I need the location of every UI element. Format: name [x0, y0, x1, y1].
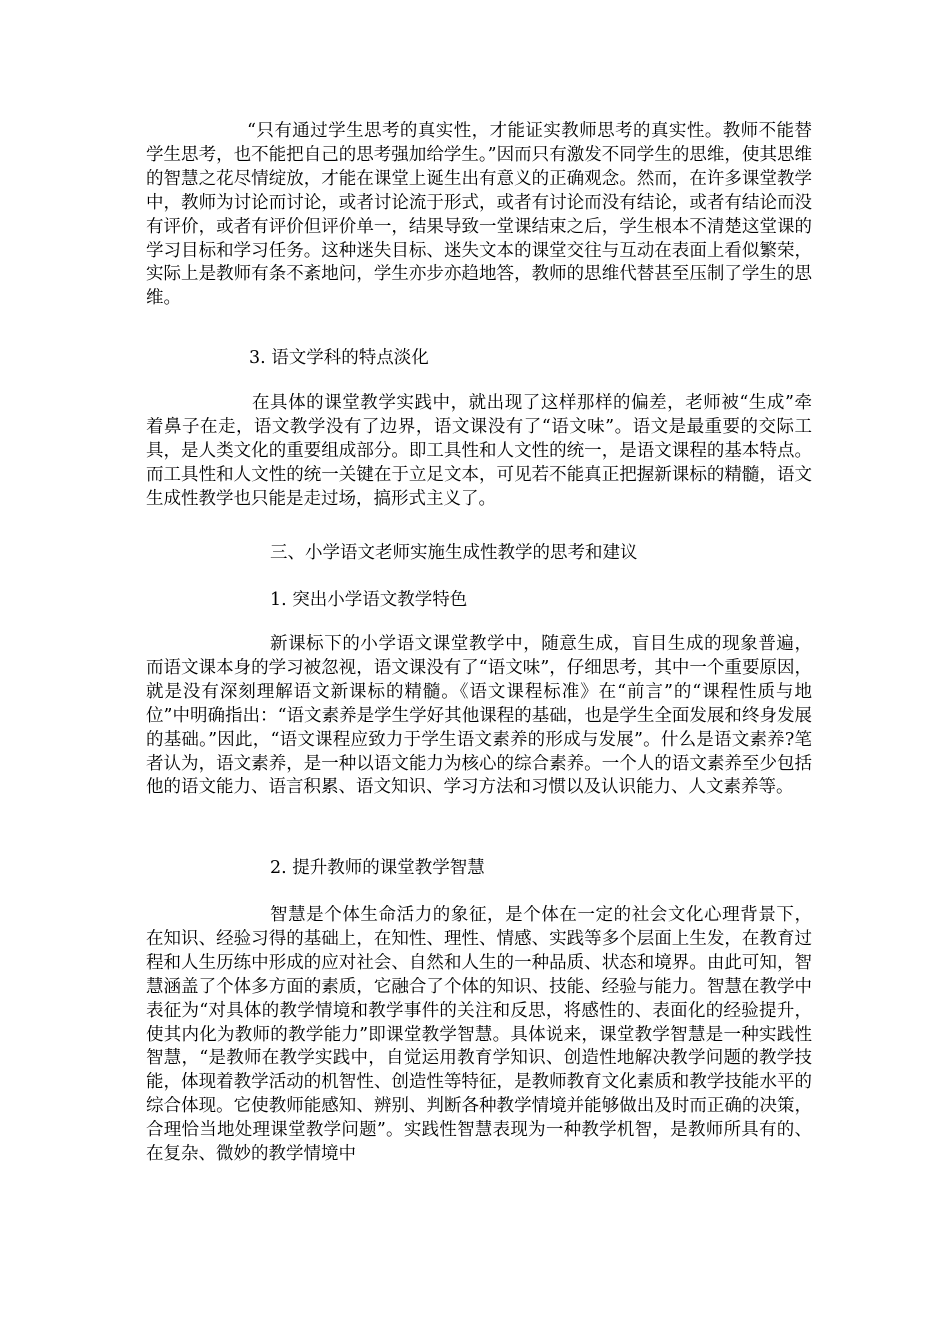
paragraph-deviation: 在具体的课堂教学实践中，就出现了这样那样的偏差，老师被“生成”牵着鼻子在走，语文教学没有了边界，语文课没有了“语文味”。语文是最重要的交际工具，是人类文化的重要组成部分。即工具性和人文性的统一，是语文课程的基本特点。而工具性和人文性的统一关键在于立足文本，可见若不能真正把握新课标的精髓，语文生成性教学也只能是走过场，搞形式主义了。 — [146, 393, 812, 509]
section-title-suggestions: 三、小学语文老师实施生成性教学的思考和建议 — [270, 543, 638, 563]
paragraph-wisdom: 智慧是个体生命活力的象征，是个体在一定的社会文化心理背景下，在知识、经验习得的基础上，在知性、理性、情感、实践等多个层面上生发，在教育过程和人生历练中形成的应对社会、自然和人生的一种品质、状态和境界。由此可知，智慧涵盖了个体多方面的素质，它融合了个体的知识、技能、经验与能力。智慧在教学中表征为“对具体的教学情境和教学事件的关注和反思，将感性的、表面化的经验提升，使其内化为教师的教学能力”即课堂教学智慧。具体说来，课堂教学智慧是一种实践性智慧，“是教师在教学实践中，自觉运用教育学知识、创造性地解决教学问题的教学技能，体现着教学活动的机智性、创造性等特征，是教师教育文化素质和教学技能水平的综合体现。它使教师能感知、辨别、判断各种教学情境并能够做出及时而正确的决策，合理恰当地处理课堂教学问题”。实践性智慧表现为一种教学机智，是教师所具有的、在复杂、微妙的教学情境中 — [146, 905, 812, 1165]
paragraph-teacher-thinking: “只有通过学生思考的真实性，才能证实教师思考的真实性。教师不能替学生思考，也不能把自己的思考强加给学生。”因而只有激发不同学生的思维，使其思维的智慧之花尽情绽放，才能在课堂上诞生出有意义的正确观念。然而，在许多课堂教学中，教师为讨论而讨论，或者讨论流于形式，或者有讨论而没有结论，或者有结论而没有评价，或者有评价但评价单一，结果导致一堂课结束之后，学生根本不清楚这堂课的学习目标和学习任务。这种迷失目标、迷失文本的课堂交往与互动在表面上看似繁荣，实际上是教师有条不紊地问，学生亦步亦趋地答，教师的思维代替甚至压制了学生的思维。 — [146, 121, 812, 309]
subheading-2-teaching-wisdom: 2. 提升教师的课堂教学智慧 — [270, 858, 485, 878]
subheading-3-language-features: 3. 语文学科的特点淡化 — [249, 348, 429, 368]
subheading-1-highlight-features: 1. 突出小学语文教学特色 — [270, 590, 468, 610]
paragraph-curriculum-standard: 新课标下的小学语文课堂教学中，随意生成，盲目生成的现象普遍，而语文课本身的学习被忽视，语文课没有了“语文味”，仔细思考，其中一个重要原因，就是没有深刻理解语文新课标的精髓。《语文课程标准》在“前言”的“课程性质与地位”中明确指出：“语文素养是学生学好其他课程的基础，也是学生全面发展和终身发展的基础。”因此，“语文课程应致力于学生语文素养的形成与发展”。什么是语文素养?笔者认为，语文素养，是一种以语文能力为核心的综合素养。一个人的语文素养至少包括他的语文能力、语言积累、语文知识、学习方法和习惯以及认识能力、人文素养等。 — [146, 634, 812, 798]
